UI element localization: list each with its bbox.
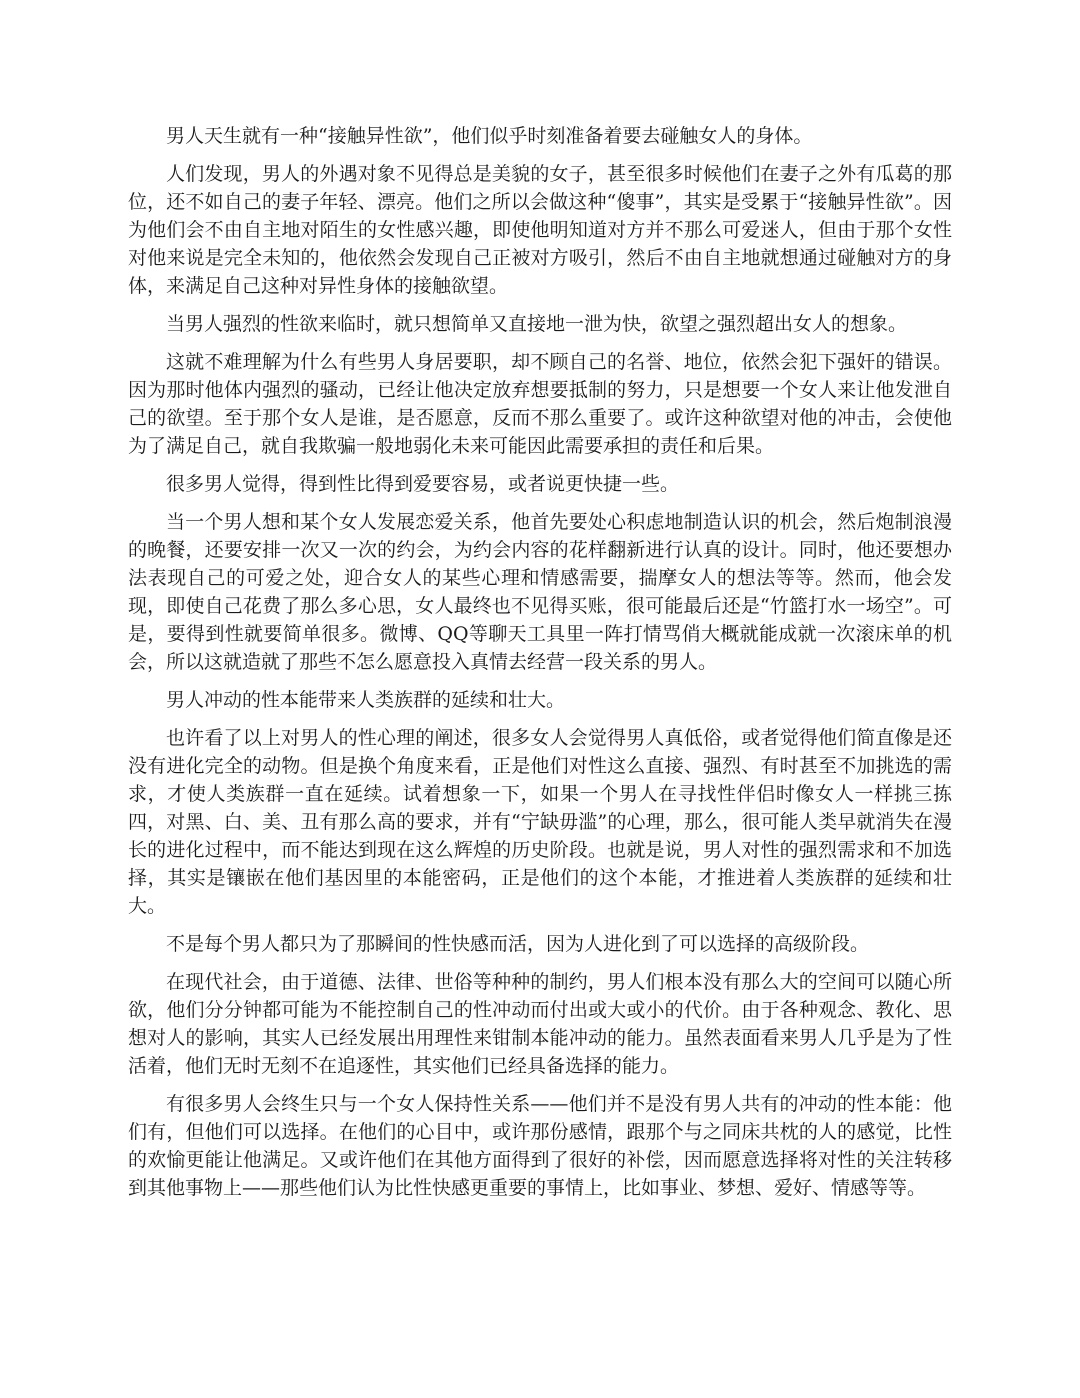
paragraph-3: 当男人强烈的性欲来临时，就只想简单又直接地一泄为快，欲望之强烈超出女人的想象。	[166, 313, 908, 335]
document-page	[128, 122, 952, 1212]
paragraph-10: 在现代社会，由于道德、法律、世俗等种种的制约，男人们根本没有那么大的空间可以随心所欲，他们分分钟都可能为不能控制自己的性冲动而付出或大或小的代价。由于各种观念、教化、思想对人的影响，其实人已经发展出用理性来钳制本能冲动的能力。虽然表面看来男人几乎是为了性活着，他们无时无刻不在追逐性，其实他们已经具备选择的能力。	[128, 971, 952, 1077]
paragraph-2: 人们发现，男人的外遇对象不见得总是美貌的女子，甚至很多时候他们在妻子之外有瓜葛的那位，还不如自己的妻子年轻、漂亮。他们之所以会做这种“傻事”，其实是受累于“接触异性欲”。因为他们会不由自主地对陌生的女性感兴趣，即使他明知道对方并不那么可爱迷人，但由于那个女性对他来说是完全未知的，他依然会发现自己正被对方吸引，然后不由自主地就想通过碰触对方的身体，来满足自己这种对异性身体的接触欲望。	[128, 163, 952, 297]
paragraph-1: 男人天生就有一种“接触异性欲”，他们似乎时刻准备着要去碰触女人的身体。	[166, 125, 813, 147]
paragraph-8: 也许看了以上对男人的性心理的阐述，很多女人会觉得男人真低俗，或者觉得他们简直像是还没有进化完全的动物。但是换个角度来看，正是他们对性这么直接、强烈、有时甚至不加挑选的需求，才使人类族群一直在延续。试着想象一下，如果一个男人在寻找性伴侣时像女人一样挑三拣四，对黑、白、美、丑有那么高的要求，并有“宁缺毋滥”的心理，那么，很可能人类早就消失在漫长的进化过程中，而不能达到现在这么辉煌的历史阶段。也就是说，男人对性的强烈需求和不加选择，其实是镶嵌在他们基因里的本能密码，正是他们的这个本能，才推进着人类族群的延续和壮大。	[128, 727, 952, 917]
paragraph-7: 男人冲动的性本能带来人类族群的延续和壮大。	[166, 689, 566, 711]
paragraph-4: 这就不难理解为什么有些男人身居要职，却不顾自己的名誉、地位，依然会犯下强奸的错误。因为那时他体内强烈的骚动，已经让他决定放弃想要抵制的努力，只是想要一个女人来让他发泄自己的欲望。至于那个女人是谁，是否愿意，反而不那么重要了。或许这种欲望对他的冲击，会使他为了满足自己，就自我欺骗一般地弱化未来可能因此需要承担的责任和后果。	[128, 351, 952, 457]
paragraph-11: 有很多男人会终生只与一个女人保持性关系——他们并不是没有男人共有的冲动的性本能：他们有，但他们可以选择。在他们的心目中，或许那份感情，跟那个与之同床共枕的人的感觉，比性的欢愉更能让他满足。又或许他们在其他方面得到了很好的补偿，因而愿意选择将对性的关注转移到其他事物上——那些他们认为比性快感更重要的事情上，比如事业、梦想、爱好、情感等等。	[128, 1093, 952, 1199]
paragraph-5: 很多男人觉得，得到性比得到爱要容易，或者说更快捷一些。	[166, 473, 680, 495]
paragraph-9: 不是每个男人都只为了那瞬间的性快感而活，因为人进化到了可以选择的高级阶段。	[166, 933, 870, 955]
paragraph-6: 当一个男人想和某个女人发展恋爱关系，他首先要处心积虑地制造认识的机会，然后炮制浪漫的晚餐，还要安排一次又一次的约会，为约会内容的花样翻新进行认真的设计。同时，他还要想办法表现自己的可爱之处，迎合女人的某些心理和情感需要，揣摩女人的想法等等。然而，他会发现，即使自己花费了那么多心思，女人最终也不见得买账，很可能最后还是“竹篮打水一场空”。可是，要得到性就要简单很多。微博、QQ等聊天工具里一阵打情骂俏大概就能成就一次滚床单的机会，所以这就造就了那些不怎么愿意投入真情去经营一段关系的男人。	[128, 511, 952, 673]
